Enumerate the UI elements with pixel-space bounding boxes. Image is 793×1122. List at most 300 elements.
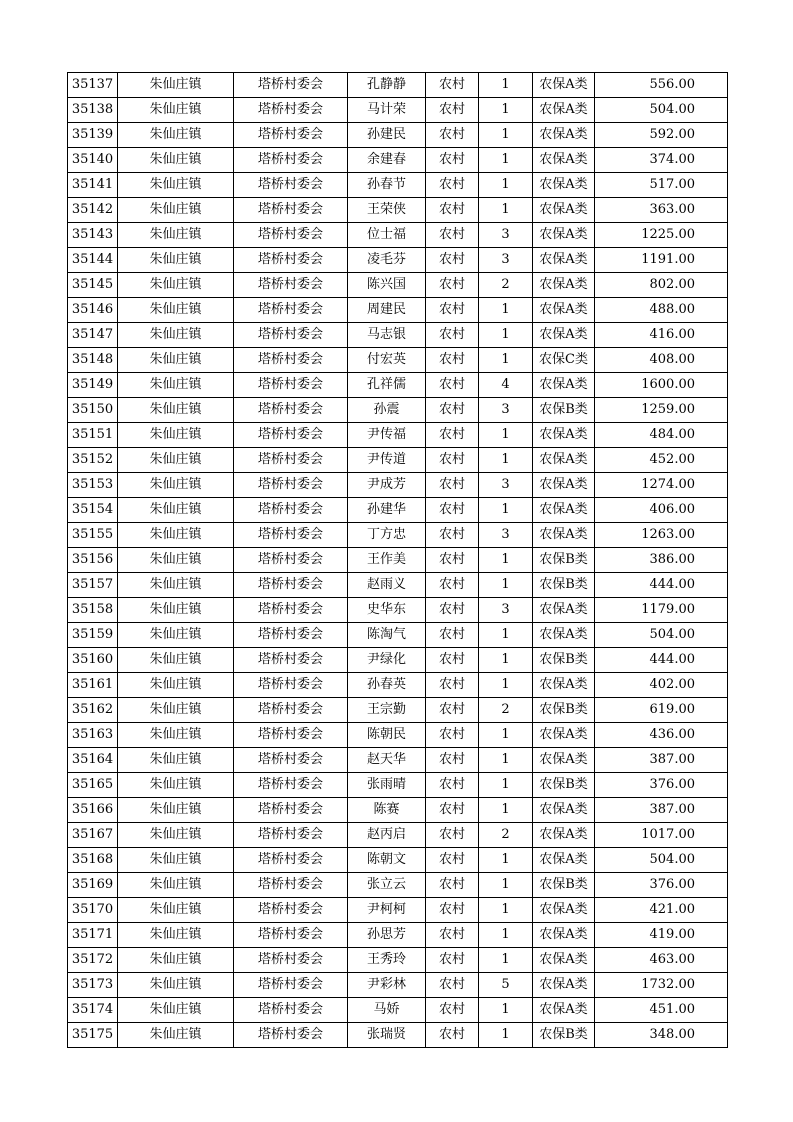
- amount-cell: 488.00: [595, 298, 728, 323]
- town-cell: 朱仙庄镇: [118, 823, 234, 848]
- village-committee-cell: 塔桥村委会: [234, 998, 348, 1023]
- amount-cell: 376.00: [595, 773, 728, 798]
- town-cell: 朱仙庄镇: [118, 123, 234, 148]
- insurance-category-cell: 农保B类: [533, 548, 595, 573]
- record-id-cell: 35162: [68, 698, 118, 723]
- amount-cell: 451.00: [595, 998, 728, 1023]
- record-id-cell: 35139: [68, 123, 118, 148]
- table-row: [68, 498, 728, 523]
- household-count-cell: 1: [479, 123, 533, 148]
- household-count-cell: 1: [479, 673, 533, 698]
- village-committee-cell: 塔桥村委会: [234, 498, 348, 523]
- amount-cell: 1191.00: [595, 248, 728, 273]
- table-row: [68, 823, 728, 848]
- insurance-category-cell: 农保A类: [533, 848, 595, 873]
- table-row: [68, 723, 728, 748]
- person-name-cell: 尹绿化: [348, 648, 426, 673]
- amount-cell: 556.00: [595, 73, 728, 98]
- person-name-cell: 孙建华: [348, 498, 426, 523]
- insurance-category-cell: 农保B类: [533, 573, 595, 598]
- area-type-cell: 农村: [426, 373, 479, 398]
- town-cell: 朱仙庄镇: [118, 373, 234, 398]
- amount-cell: 504.00: [595, 848, 728, 873]
- insurance-category-cell: 农保A类: [533, 273, 595, 298]
- record-id-cell: 35147: [68, 323, 118, 348]
- town-cell: 朱仙庄镇: [118, 423, 234, 448]
- household-count-cell: 1: [479, 448, 533, 473]
- person-name-cell: 赵丙启: [348, 823, 426, 848]
- amount-cell: 444.00: [595, 573, 728, 598]
- amount-cell: 802.00: [595, 273, 728, 298]
- record-id-cell: 35144: [68, 248, 118, 273]
- household-count-cell: 1: [479, 723, 533, 748]
- amount-cell: 1263.00: [595, 523, 728, 548]
- area-type-cell: 农村: [426, 798, 479, 823]
- village-committee-cell: 塔桥村委会: [234, 648, 348, 673]
- household-count-cell: 4: [479, 373, 533, 398]
- person-name-cell: 位士福: [348, 223, 426, 248]
- table-row: [68, 1023, 728, 1048]
- town-cell: 朱仙庄镇: [118, 998, 234, 1023]
- person-name-cell: 陈朝民: [348, 723, 426, 748]
- record-id-cell: 35171: [68, 923, 118, 948]
- village-committee-cell: 塔桥村委会: [234, 73, 348, 98]
- insurance-category-cell: 农保A类: [533, 298, 595, 323]
- insurance-category-cell: 农保A类: [533, 123, 595, 148]
- insurance-category-cell: 农保A类: [533, 623, 595, 648]
- town-cell: 朱仙庄镇: [118, 848, 234, 873]
- town-cell: 朱仙庄镇: [118, 473, 234, 498]
- area-type-cell: 农村: [426, 623, 479, 648]
- amount-cell: 463.00: [595, 948, 728, 973]
- table-row: [68, 898, 728, 923]
- insurance-category-cell: 农保B类: [533, 698, 595, 723]
- insurance-category-cell: 农保A类: [533, 523, 595, 548]
- household-count-cell: 1: [479, 648, 533, 673]
- table-row: [68, 773, 728, 798]
- table-row: [68, 198, 728, 223]
- village-committee-cell: 塔桥村委会: [234, 973, 348, 998]
- insurance-category-cell: 农保A类: [533, 998, 595, 1023]
- amount-cell: 436.00: [595, 723, 728, 748]
- town-cell: 朱仙庄镇: [118, 923, 234, 948]
- person-name-cell: 王作美: [348, 548, 426, 573]
- record-id-cell: 35146: [68, 298, 118, 323]
- town-cell: 朱仙庄镇: [118, 248, 234, 273]
- area-type-cell: 农村: [426, 1023, 479, 1048]
- village-committee-cell: 塔桥村委会: [234, 198, 348, 223]
- household-count-cell: 2: [479, 823, 533, 848]
- town-cell: 朱仙庄镇: [118, 73, 234, 98]
- amount-cell: 504.00: [595, 98, 728, 123]
- record-id-cell: 35168: [68, 848, 118, 873]
- town-cell: 朱仙庄镇: [118, 98, 234, 123]
- household-count-cell: 1: [479, 748, 533, 773]
- record-id-cell: 35172: [68, 948, 118, 973]
- amount-cell: 1225.00: [595, 223, 728, 248]
- person-name-cell: 周建民: [348, 298, 426, 323]
- town-cell: 朱仙庄镇: [118, 348, 234, 373]
- town-cell: 朱仙庄镇: [118, 648, 234, 673]
- insurance-category-cell: 农保A类: [533, 423, 595, 448]
- town-cell: 朱仙庄镇: [118, 323, 234, 348]
- person-name-cell: 孙建民: [348, 123, 426, 148]
- area-type-cell: 农村: [426, 723, 479, 748]
- village-committee-cell: 塔桥村委会: [234, 898, 348, 923]
- amount-cell: 444.00: [595, 648, 728, 673]
- village-committee-cell: 塔桥村委会: [234, 548, 348, 573]
- person-name-cell: 陈淘气: [348, 623, 426, 648]
- town-cell: 朱仙庄镇: [118, 898, 234, 923]
- village-committee-cell: 塔桥村委会: [234, 348, 348, 373]
- household-count-cell: 1: [479, 323, 533, 348]
- table-row: [68, 598, 728, 623]
- insurance-category-cell: 农保A类: [533, 373, 595, 398]
- village-committee-cell: 塔桥村委会: [234, 398, 348, 423]
- table-row: [68, 148, 728, 173]
- amount-cell: 363.00: [595, 198, 728, 223]
- table-row: [68, 848, 728, 873]
- village-committee-cell: 塔桥村委会: [234, 923, 348, 948]
- record-id-cell: 35160: [68, 648, 118, 673]
- village-committee-cell: 塔桥村委会: [234, 798, 348, 823]
- village-committee-cell: 塔桥村委会: [234, 748, 348, 773]
- record-id-cell: 35138: [68, 98, 118, 123]
- amount-cell: 452.00: [595, 448, 728, 473]
- person-name-cell: 赵天华: [348, 748, 426, 773]
- area-type-cell: 农村: [426, 248, 479, 273]
- town-cell: 朱仙庄镇: [118, 623, 234, 648]
- area-type-cell: 农村: [426, 523, 479, 548]
- village-committee-cell: 塔桥村委会: [234, 223, 348, 248]
- record-id-cell: 35158: [68, 598, 118, 623]
- area-type-cell: 农村: [426, 323, 479, 348]
- town-cell: 朱仙庄镇: [118, 673, 234, 698]
- area-type-cell: 农村: [426, 448, 479, 473]
- town-cell: 朱仙庄镇: [118, 173, 234, 198]
- town-cell: 朱仙庄镇: [118, 948, 234, 973]
- area-type-cell: 农村: [426, 348, 479, 373]
- amount-cell: 504.00: [595, 623, 728, 648]
- village-committee-cell: 塔桥村委会: [234, 848, 348, 873]
- table-row: [68, 648, 728, 673]
- area-type-cell: 农村: [426, 473, 479, 498]
- household-count-cell: 3: [479, 398, 533, 423]
- person-name-cell: 马志银: [348, 323, 426, 348]
- insurance-category-cell: 农保A类: [533, 748, 595, 773]
- insurance-category-cell: 农保A类: [533, 973, 595, 998]
- insurance-category-cell: 农保A类: [533, 473, 595, 498]
- record-id-cell: 35148: [68, 348, 118, 373]
- household-count-cell: 1: [479, 298, 533, 323]
- person-name-cell: 付宏英: [348, 348, 426, 373]
- amount-cell: 408.00: [595, 348, 728, 373]
- record-id-cell: 35164: [68, 748, 118, 773]
- amount-cell: 387.00: [595, 748, 728, 773]
- record-id-cell: 35169: [68, 873, 118, 898]
- town-cell: 朱仙庄镇: [118, 298, 234, 323]
- table-row: [68, 448, 728, 473]
- amount-cell: 419.00: [595, 923, 728, 948]
- area-type-cell: 农村: [426, 398, 479, 423]
- area-type-cell: 农村: [426, 598, 479, 623]
- person-name-cell: 张雨晴: [348, 773, 426, 798]
- record-id-cell: 35166: [68, 798, 118, 823]
- insurance-category-cell: 农保A类: [533, 448, 595, 473]
- town-cell: 朱仙庄镇: [118, 498, 234, 523]
- table-row: [68, 273, 728, 298]
- insurance-category-cell: 农保A类: [533, 598, 595, 623]
- person-name-cell: 马计荣: [348, 98, 426, 123]
- area-type-cell: 农村: [426, 898, 479, 923]
- household-count-cell: 1: [479, 1023, 533, 1048]
- area-type-cell: 农村: [426, 973, 479, 998]
- town-cell: 朱仙庄镇: [118, 973, 234, 998]
- village-committee-cell: 塔桥村委会: [234, 773, 348, 798]
- village-committee-cell: 塔桥村委会: [234, 948, 348, 973]
- town-cell: 朱仙庄镇: [118, 223, 234, 248]
- table-row: [68, 423, 728, 448]
- table-row: [68, 373, 728, 398]
- person-name-cell: 张瑞贤: [348, 1023, 426, 1048]
- amount-cell: 484.00: [595, 423, 728, 448]
- town-cell: 朱仙庄镇: [118, 723, 234, 748]
- insurance-category-cell: 农保B类: [533, 398, 595, 423]
- person-name-cell: 尹彩林: [348, 973, 426, 998]
- village-committee-cell: 塔桥村委会: [234, 623, 348, 648]
- person-name-cell: 马娇: [348, 998, 426, 1023]
- table-row: [68, 173, 728, 198]
- village-committee-cell: 塔桥村委会: [234, 423, 348, 448]
- town-cell: 朱仙庄镇: [118, 1023, 234, 1048]
- person-name-cell: 王荣侠: [348, 198, 426, 223]
- village-committee-cell: 塔桥村委会: [234, 698, 348, 723]
- table-row: [68, 473, 728, 498]
- town-cell: 朱仙庄镇: [118, 198, 234, 223]
- area-type-cell: 农村: [426, 423, 479, 448]
- household-count-cell: 3: [479, 473, 533, 498]
- record-id-cell: 35143: [68, 223, 118, 248]
- area-type-cell: 农村: [426, 123, 479, 148]
- record-id-cell: 35137: [68, 73, 118, 98]
- amount-cell: 421.00: [595, 898, 728, 923]
- town-cell: 朱仙庄镇: [118, 573, 234, 598]
- village-committee-cell: 塔桥村委会: [234, 473, 348, 498]
- record-id-cell: 35155: [68, 523, 118, 548]
- amount-cell: 386.00: [595, 548, 728, 573]
- amount-cell: 1179.00: [595, 598, 728, 623]
- insurance-category-cell: 农保A类: [533, 323, 595, 348]
- town-cell: 朱仙庄镇: [118, 398, 234, 423]
- insurance-category-cell: 农保A类: [533, 223, 595, 248]
- table-row: [68, 98, 728, 123]
- household-count-cell: 3: [479, 523, 533, 548]
- record-id-cell: 35165: [68, 773, 118, 798]
- amount-cell: 1732.00: [595, 973, 728, 998]
- area-type-cell: 农村: [426, 823, 479, 848]
- record-id-cell: 35163: [68, 723, 118, 748]
- amount-cell: 619.00: [595, 698, 728, 723]
- village-committee-cell: 塔桥村委会: [234, 723, 348, 748]
- table-body: [68, 73, 728, 1048]
- record-id-cell: 35154: [68, 498, 118, 523]
- table-row: [68, 348, 728, 373]
- household-count-cell: 1: [479, 198, 533, 223]
- household-count-cell: 1: [479, 148, 533, 173]
- insurance-category-cell: 农保A类: [533, 673, 595, 698]
- insurance-category-cell: 农保A类: [533, 148, 595, 173]
- person-name-cell: 余建春: [348, 148, 426, 173]
- household-count-cell: 1: [479, 798, 533, 823]
- area-type-cell: 农村: [426, 548, 479, 573]
- village-committee-cell: 塔桥村委会: [234, 523, 348, 548]
- household-count-cell: 3: [479, 248, 533, 273]
- area-type-cell: 农村: [426, 648, 479, 673]
- person-name-cell: 王宗勤: [348, 698, 426, 723]
- person-name-cell: 陈兴国: [348, 273, 426, 298]
- household-count-cell: 1: [479, 498, 533, 523]
- town-cell: 朱仙庄镇: [118, 448, 234, 473]
- table-row: [68, 523, 728, 548]
- area-type-cell: 农村: [426, 223, 479, 248]
- village-committee-cell: 塔桥村委会: [234, 1023, 348, 1048]
- record-id-cell: 35167: [68, 823, 118, 848]
- person-name-cell: 王秀玲: [348, 948, 426, 973]
- person-name-cell: 史华东: [348, 598, 426, 623]
- person-name-cell: 丁方忠: [348, 523, 426, 548]
- area-type-cell: 农村: [426, 273, 479, 298]
- area-type-cell: 农村: [426, 998, 479, 1023]
- household-count-cell: 3: [479, 598, 533, 623]
- table-row: [68, 548, 728, 573]
- area-type-cell: 农村: [426, 873, 479, 898]
- household-count-cell: 1: [479, 998, 533, 1023]
- amount-cell: 406.00: [595, 498, 728, 523]
- person-name-cell: 孙春英: [348, 673, 426, 698]
- benefit-table: [67, 72, 728, 1048]
- table-row: [68, 998, 728, 1023]
- household-count-cell: 1: [479, 98, 533, 123]
- household-count-cell: 1: [479, 623, 533, 648]
- record-id-cell: 35156: [68, 548, 118, 573]
- person-name-cell: 尹传道: [348, 448, 426, 473]
- area-type-cell: 农村: [426, 98, 479, 123]
- insurance-category-cell: 农保A类: [533, 898, 595, 923]
- record-id-cell: 35174: [68, 998, 118, 1023]
- amount-cell: 1017.00: [595, 823, 728, 848]
- insurance-category-cell: 农保A类: [533, 948, 595, 973]
- table-row: [68, 698, 728, 723]
- village-committee-cell: 塔桥村委会: [234, 98, 348, 123]
- person-name-cell: 孔静静: [348, 73, 426, 98]
- town-cell: 朱仙庄镇: [118, 698, 234, 723]
- area-type-cell: 农村: [426, 923, 479, 948]
- insurance-category-cell: 农保A类: [533, 98, 595, 123]
- area-type-cell: 农村: [426, 173, 479, 198]
- record-id-cell: 35170: [68, 898, 118, 923]
- amount-cell: 402.00: [595, 673, 728, 698]
- person-name-cell: 孙震: [348, 398, 426, 423]
- table-row: [68, 923, 728, 948]
- record-id-cell: 35157: [68, 573, 118, 598]
- household-count-cell: 1: [479, 873, 533, 898]
- area-type-cell: 农村: [426, 673, 479, 698]
- household-count-cell: 2: [479, 698, 533, 723]
- area-type-cell: 农村: [426, 298, 479, 323]
- amount-cell: 374.00: [595, 148, 728, 173]
- amount-cell: 1600.00: [595, 373, 728, 398]
- town-cell: 朱仙庄镇: [118, 598, 234, 623]
- area-type-cell: 农村: [426, 198, 479, 223]
- village-committee-cell: 塔桥村委会: [234, 248, 348, 273]
- person-name-cell: 尹柯柯: [348, 898, 426, 923]
- household-count-cell: 1: [479, 923, 533, 948]
- village-committee-cell: 塔桥村委会: [234, 873, 348, 898]
- table-row: [68, 948, 728, 973]
- insurance-category-cell: 农保A类: [533, 923, 595, 948]
- table-row: [68, 248, 728, 273]
- insurance-category-cell: 农保A类: [533, 798, 595, 823]
- town-cell: 朱仙庄镇: [118, 773, 234, 798]
- person-name-cell: 尹成芳: [348, 473, 426, 498]
- household-count-cell: 5: [479, 973, 533, 998]
- household-count-cell: 1: [479, 173, 533, 198]
- town-cell: 朱仙庄镇: [118, 748, 234, 773]
- record-id-cell: 35151: [68, 423, 118, 448]
- table-row: [68, 323, 728, 348]
- insurance-category-cell: 农保B类: [533, 1023, 595, 1048]
- insurance-category-cell: 农保A类: [533, 73, 595, 98]
- area-type-cell: 农村: [426, 73, 479, 98]
- village-committee-cell: 塔桥村委会: [234, 123, 348, 148]
- household-count-cell: 2: [479, 273, 533, 298]
- town-cell: 朱仙庄镇: [118, 523, 234, 548]
- table-row: [68, 798, 728, 823]
- village-committee-cell: 塔桥村委会: [234, 298, 348, 323]
- record-id-cell: 35152: [68, 448, 118, 473]
- household-count-cell: 1: [479, 898, 533, 923]
- person-name-cell: 孔祥儒: [348, 373, 426, 398]
- village-committee-cell: 塔桥村委会: [234, 173, 348, 198]
- amount-cell: 1274.00: [595, 473, 728, 498]
- household-count-cell: 1: [479, 948, 533, 973]
- area-type-cell: 农村: [426, 748, 479, 773]
- village-committee-cell: 塔桥村委会: [234, 448, 348, 473]
- household-count-cell: 3: [479, 223, 533, 248]
- table-row: [68, 573, 728, 598]
- person-name-cell: 赵雨义: [348, 573, 426, 598]
- area-type-cell: 农村: [426, 848, 479, 873]
- record-id-cell: 35145: [68, 273, 118, 298]
- record-id-cell: 35175: [68, 1023, 118, 1048]
- area-type-cell: 农村: [426, 498, 479, 523]
- town-cell: 朱仙庄镇: [118, 548, 234, 573]
- village-committee-cell: 塔桥村委会: [234, 673, 348, 698]
- village-committee-cell: 塔桥村委会: [234, 598, 348, 623]
- insurance-category-cell: 农保A类: [533, 248, 595, 273]
- town-cell: 朱仙庄镇: [118, 873, 234, 898]
- insurance-category-cell: 农保A类: [533, 173, 595, 198]
- village-committee-cell: 塔桥村委会: [234, 373, 348, 398]
- household-count-cell: 1: [479, 773, 533, 798]
- area-type-cell: 农村: [426, 773, 479, 798]
- person-name-cell: 张立云: [348, 873, 426, 898]
- village-committee-cell: 塔桥村委会: [234, 148, 348, 173]
- amount-cell: 592.00: [595, 123, 728, 148]
- table-row: [68, 298, 728, 323]
- village-committee-cell: 塔桥村委会: [234, 323, 348, 348]
- town-cell: 朱仙庄镇: [118, 798, 234, 823]
